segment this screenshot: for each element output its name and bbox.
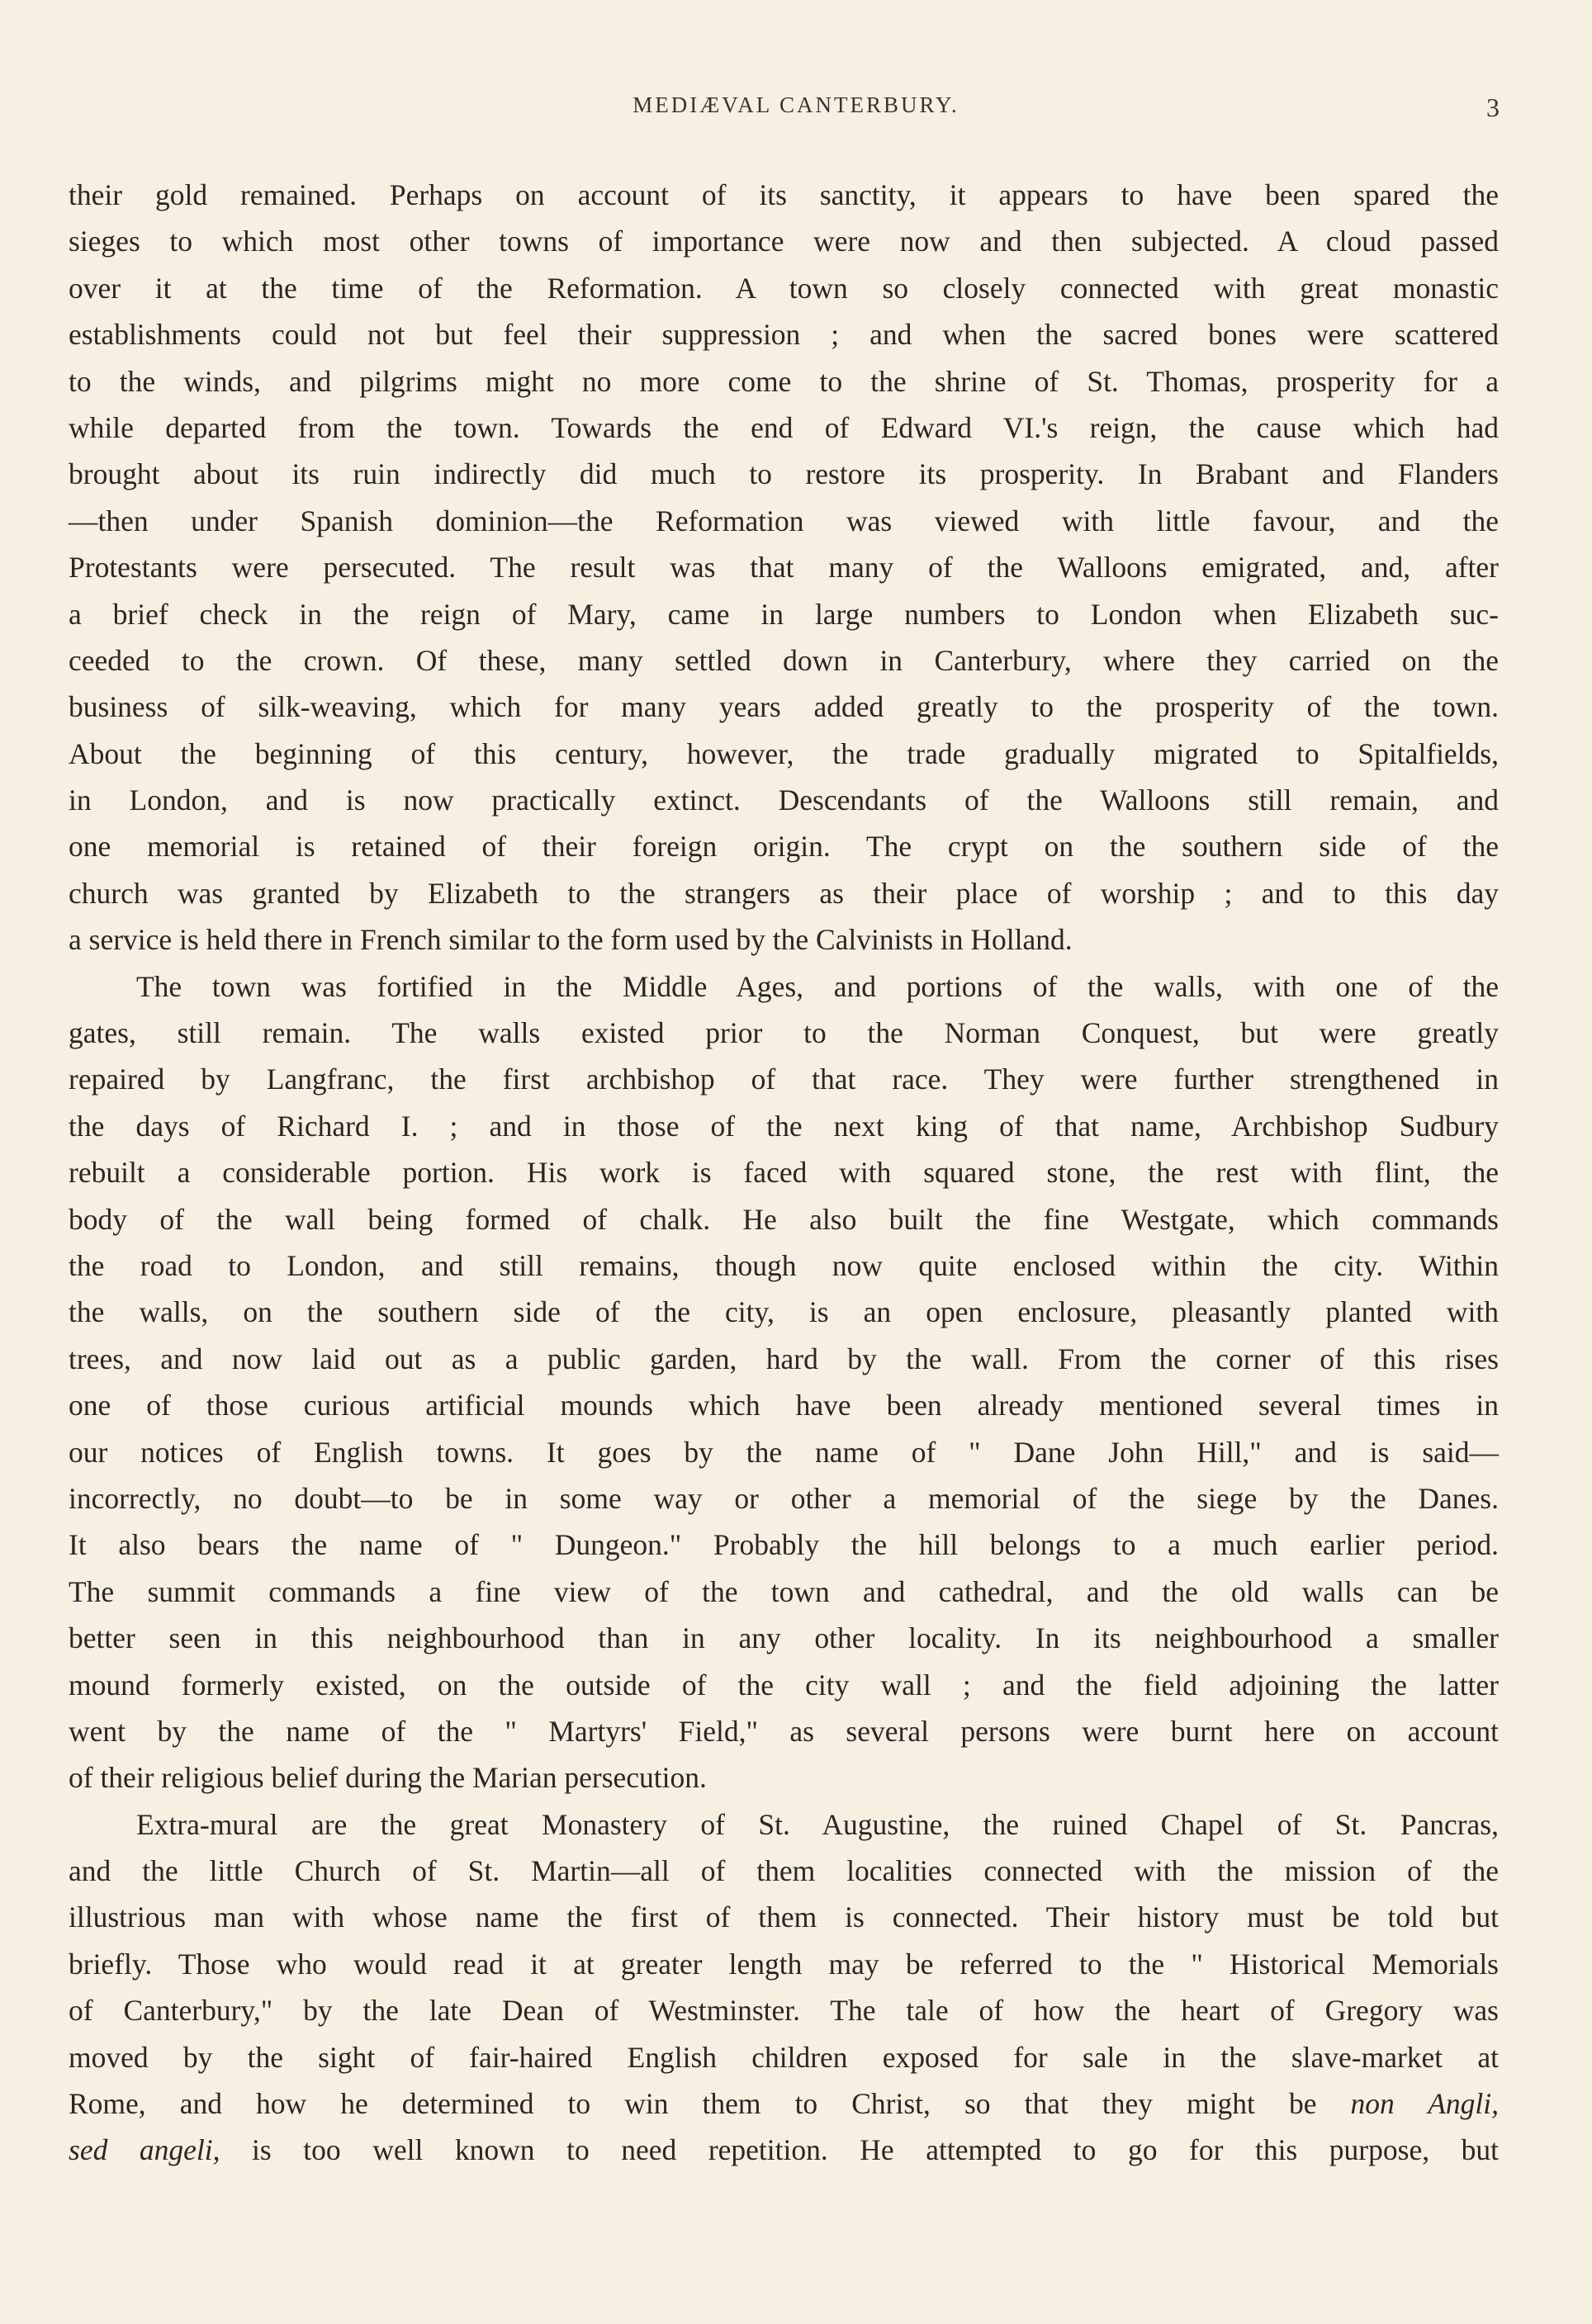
text-line: moved by the sight of fair-haired English children exposed for sale in the slave-market at [69, 2040, 1499, 2074]
text-line: —then under Spanish dominion—the Reformation was viewed with little favour, and the [69, 504, 1499, 537]
text-line: better seen in this neighbourhood than in any other locality. In its neighbourhood a smaller [69, 1621, 1499, 1655]
running-title: MEDIÆVAL CANTERBURY. [633, 92, 959, 117]
text-line: ceeded to the crown. Of these, many settled down in Canterbury, where they carried on the [69, 643, 1499, 677]
text-line: body of the wall being formed of chalk. He also built the fine Westgate, which commands [69, 1202, 1499, 1236]
text-line: in London, and is now practically extinct. Descendants of the Walloons still remain, and [69, 783, 1499, 817]
text-line: incorrectly, no doubt—to be in some way or other a memorial of the siege by the Danes. [69, 1481, 1499, 1515]
page-number: 3 [1486, 92, 1500, 122]
text-line: the road to London, and still remains, though now quite enclosed within the city. Within [69, 1248, 1499, 1282]
paragraph-st-augustine [69, 1801, 1499, 2174]
text-line: repaired by Langfranc, the first archbishop of that race. They were further strengthened in [69, 1063, 1499, 1096]
text-line: of Canterbury," by the late Dean of Westminster. The tale of how the heart of Gregory was [69, 1994, 1499, 2028]
text-line: sieges to which most other towns of importance were now and then subjected. A cloud passed [69, 225, 1499, 258]
text-line: and the little Church of St. Martin—all of them localities connected with the mission of the [69, 1854, 1499, 1888]
text-line: over it at the time of the Reformation. A town so closely connected with great monastic [69, 271, 1499, 305]
text-line: while departed from the town. Towards the end of Edward VI.'s reign, the cause which had [69, 410, 1499, 444]
text-line: our notices of English towns. It goes by the name of " Dane John Hill," and is said— [69, 1435, 1499, 1469]
text-line: Protestants were persecuted. The result was that many of the Walloons emigrated, and, after [69, 551, 1499, 585]
text-line: trees, and now laid out as a public garden, hard by the wall. From the corner of this rises [69, 1342, 1499, 1375]
text-line: the walls, on the southern side of the city, is an open enclosure, pleasantly planted with [69, 1295, 1499, 1329]
text-line: rebuilt a considerable portion. His work is faced with squared stone, the rest with flint, the [69, 1156, 1499, 1190]
text-line: The summit commands a fine view of the town and cathedral, and the old walls can be [69, 1574, 1499, 1608]
text-line: mound formerly existed, on the outside of the city wall ; and the field adjoining the latter [69, 1668, 1499, 1702]
text-line: gates, still remain. The walls existed prior to the Norman Conquest, but were greatly [69, 1016, 1499, 1050]
text-line: of their religious belief during the Marian persecution. [69, 1761, 707, 1795]
running-head [0, 92, 1592, 134]
text-line: illustrious man with whose name the first of them is connected. Their history must be told but [69, 1900, 1499, 1934]
text-line: Extra-mural are the great Monastery of St. Augustine, the ruined Chapel of St. Pancras, [136, 1807, 1499, 1841]
text-line: one of those curious artificial mounds which have been already mentioned several times in [69, 1389, 1499, 1422]
text-line: went by the name of the " Martyrs' Field," as several persons were burnt here on account [69, 1714, 1499, 1748]
text-line: a service is held there in French similar to the form used by the Calvinists in Holland. [69, 923, 1073, 957]
text-line: church was granted by Elizabeth to the strangers as their place of worship ; and to this day [69, 876, 1499, 910]
paragraph-fortifications [69, 963, 1499, 1801]
text-line: a brief check in the reign of Mary, came in large numbers to London when Elizabeth suc- [69, 597, 1499, 631]
text-line: It also bears the name of " Dungeon." Probably the hill belongs to a much earlier period. [69, 1528, 1499, 1562]
text-line: brought about its ruin indirectly did much to restore its prosperity. In Brabant and Flanders [69, 457, 1499, 491]
text-line: Rome, and how he determined to win them to Christ, so that they might be non Angli, [69, 2087, 1499, 2121]
text-line: their gold remained. Perhaps on account of its sanctity, it appears to have been spared the [69, 178, 1499, 211]
text-line: About the beginning of this century, however, the trade gradually migrated to Spitalfields, [69, 736, 1499, 770]
body-text [69, 172, 1499, 2174]
text-line: The town was fortified in the Middle Ages, and portions of the walls, with one of the [136, 969, 1499, 1003]
text-line: one memorial is retained of their foreign origin. The crypt on the southern side of the [69, 830, 1499, 864]
latin-phrase: sed angeli, [69, 2133, 220, 2167]
text-line: briefly. Those who would read it at greater length may be referred to the " Historical Memorials [69, 1947, 1499, 1981]
text-line: establishments could not but feel their suppression ; and when the sacred bones were scattered [69, 318, 1499, 352]
latin-phrase: non Angli, [1350, 2087, 1499, 2121]
text-line: the days of Richard I. ; and in those of the next king of that name, Archbishop Sudbury [69, 1109, 1499, 1143]
text-line: sed angeli, is too well known to need repetition. He attempted to go for this purpose, but [69, 2133, 1499, 2167]
text-line: to the winds, and pilgrims might no more come to the shrine of St. Thomas, prosperity for a [69, 364, 1499, 398]
paragraph-walloons [69, 172, 1499, 963]
text-line: business of silk-weaving, which for many years added greatly to the prosperity of the town. [69, 690, 1499, 724]
